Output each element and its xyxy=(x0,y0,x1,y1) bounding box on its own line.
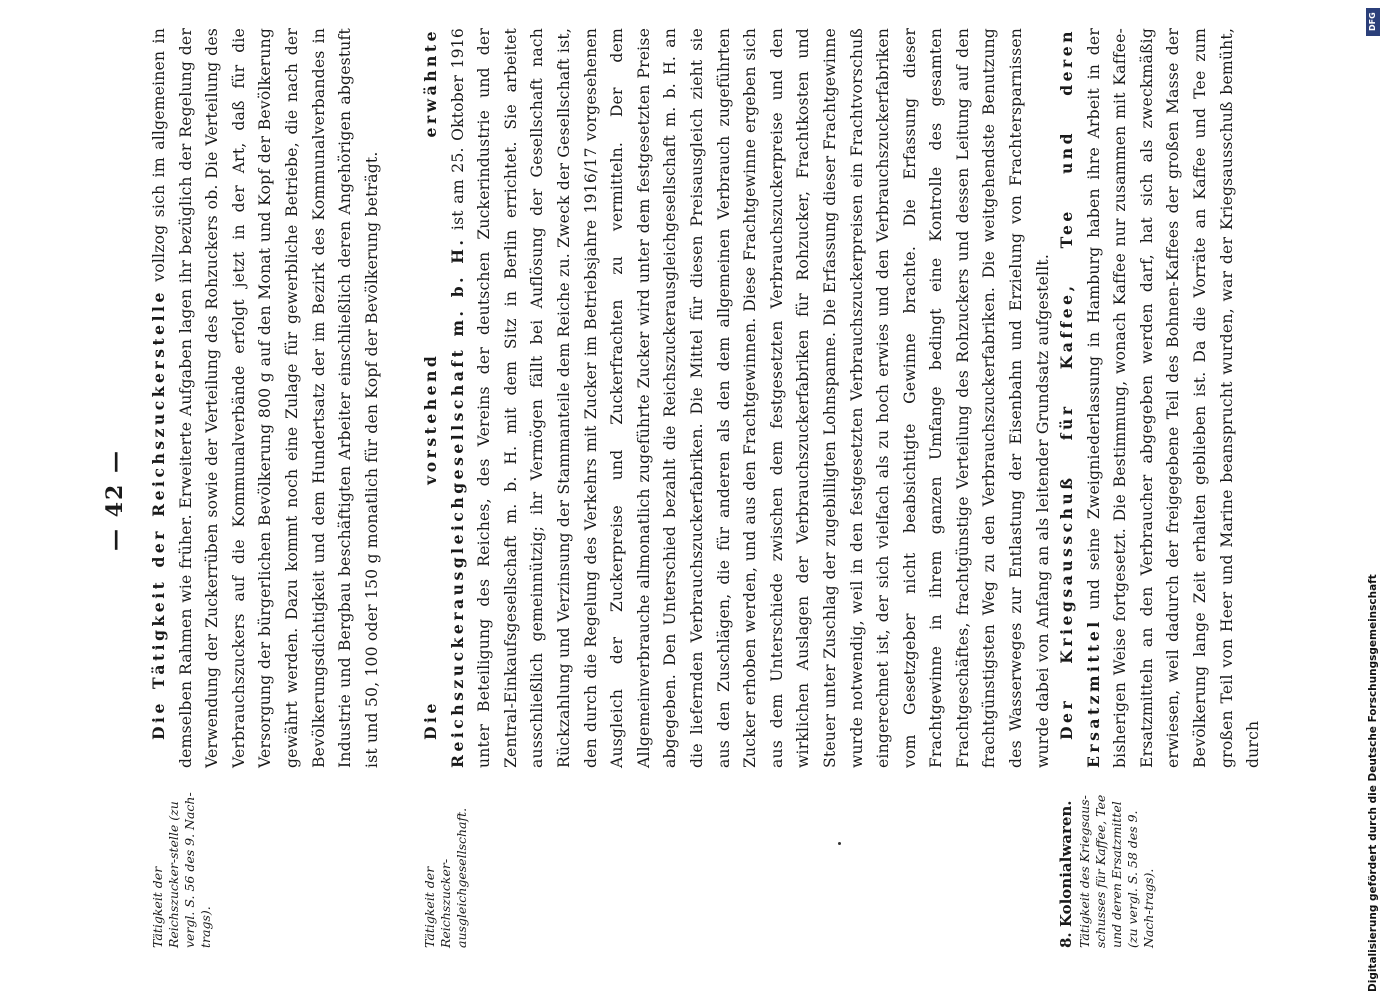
paragraph-kriegsausschuss xyxy=(1054,28,1267,768)
marginal-note-text: Tätigkeit der Reichszucker-stelle (zu vergl. S. 56 des 9. Nach-trags). xyxy=(150,792,213,948)
paragraph-body: ist am 25. Oktober 1916 unter Beteiligung des Reiches, des Vereins der deutschen Zuckerindustrie und der Zentral-Einkaufsgesellschaft m. b. H. mit dem Sitz in Berlin errichtet. Sie arbeitet ausschließlich gemeinnützig; ihr Vermögen fällt bei Auflösung der Gesellschaft nach Rückzahlung und Verzinsung der Stammanteile dem Reiche zu. Zweck der Gesellschaft ist, den durch die Regelung des Verkehrs mit Zucker im Betriebsjahre 1916/17 vorgesehenen Ausgleich der Zuckerpreise und Zuckerfrachten zu vermitteln. Der dem Allgemeinverbrauche allmonatlich zugeführte Zucker wird unter dem festgesetzten Preise abgegeben. Den Unterschied bezahlt die Reichszuckerausgleichgesellschaft m. b. H. an die liefernden Verbrauchszuckerfabriken. Die Mittel für diesen Preisausgleich zieht sie aus den Zuschlägen, die für anderen als den dem allgemeinen Verbrauch zugeführten Zucker erhoben werden, und aus den Frachtgewinnen. Diese Frachtgewinne ergeben sich aus dem Unterschiede zwischen dem festgesetzten Verbrauchszuckerpreise und den wirklichen Auslagen der Verbrauchszuckerfabriken für Rohzucker, Frachtkosten und Steuer unter Zuschlag der zugebilligten Lohnspanne. Die Erfassung dieser Frachtgewinne wurde notwendig, weil in den festgesetzten Verbrauchszuckerpreisen ein Frachtvorschuß eingerechnet ist, der sich vielfach als zu hoch erwies und den Verbrauchszuckerfabriken vom Gesetzgeber nicht beabsichtigte Gewinne brachte. Die Erfassung dieser Frachtgewinne in ihrem ganzen Umfange bedingt eine Kontrolle des gesamten Frachtgeschäftes, frachtgünstige Verteilung des Rohzuckers und dessen Leitung auf den frachtgünstigsten Weg zu den Verbrauchszuckerfabriken. Die weitgehendste Benutzung des Wasserweges zur Entlastung der Eisenbahn und Erzielung von Frachtersparnissen wurde dabei von Anfang an als leitender Grundsatz aufgestellt. xyxy=(448,28,1052,768)
paragraph-lead: Die vorstehend erwähnte Reichszuckerausgleichgesellschaft m. b. H. xyxy=(421,28,467,768)
marginal-note-1 xyxy=(150,778,214,948)
paragraph-ausgleichgesellschaft xyxy=(418,28,1056,768)
dfg-logo: DFG xyxy=(1366,8,1380,36)
paragraph-lead: Der Kriegsausschuß für Kaffee, Tee und deren Ersatzmittel xyxy=(1057,28,1103,768)
marginal-note-text: Tätigkeit der Reichszucker-ausgleichgesellschaft. xyxy=(422,807,469,948)
paragraph-lead: Die Tätigkeit der Reichszuckerstelle xyxy=(149,289,168,740)
digitization-credit: Digitalisierung gefördert durch die Deutsche Forschungsgemeinschaft xyxy=(1367,574,1379,992)
paragraph-body: und seine Zweigniederlassung in Hamburg haben ihre Arbeit in der bisherigen Weise fortgesetzt. Die Bestimmung, wonach Kaffee nur zusammen mit Kaffee-Ersatzmitteln an den Verbraucher abgegeben werden darf, hat sich als zweckmäßig erwiesen, weil dadurch der freigegebene Teil des Bohnen-Kaffees der großen Masse der Bevölkerung lange Zeit erhalten geblieben ist. Da die Vorräte an Kaffee und Tee zum großen Teil von Heer und Marine beansprucht wurden, war der Kriegsausschuß bemüht, durch xyxy=(1084,28,1263,768)
section-heading: 8. Kolonialwaren. xyxy=(1057,800,1075,948)
speck-mark xyxy=(838,842,841,845)
page-number: — 42 — xyxy=(102,449,128,551)
marginal-note-3 xyxy=(1058,778,1157,948)
marginal-note-2 xyxy=(422,778,470,948)
marginal-note-text: Tätigkeit des Kriegsaus-schusses für Kaffee, Tee und deren Ersatzmittel (zu vergl. S. 58 des 9. Nach-trags). xyxy=(1077,794,1156,948)
paragraph-reichszuckerstelle xyxy=(146,28,385,768)
paragraph-body: vollzog sich im allgemeinen in demselben Rahmen wie früher. Erweiterte Aufgaben lagen ihr bezüglich der Regelung der Verwendung der Zuckerrüben sowie der Verteilung des Rohzuckers ob. Die Verteilung des Verbrauchszuckers auf die Kommunalverbände erfolgt jetzt in der Art, daß für die Versorgung der bürgerlichen Bevölkerung 800 g auf den Monat und Kopf der Bevölkerung gewährt werden. Dazu kommt noch eine Zulage für gewerbliche Betriebe, die nach der Bevölkerungsdichtigkeit und dem Hundertsatz der im Bezirk des Kommunalverbandes in Industrie und Bergbau beschäftigten Arbeiter einschließlich deren Angehörigen abgestuft ist und 50, 100 oder 150 g monatlich für den Kopf der Bevölkerung beträgt. xyxy=(150,28,381,768)
